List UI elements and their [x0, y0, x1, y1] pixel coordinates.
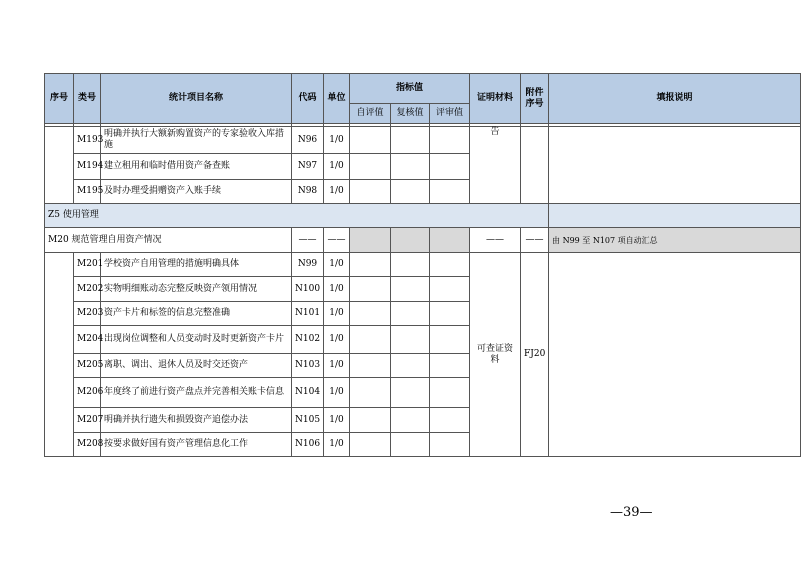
row-name: 明确并执行遗失和损毁资产追偿办法 — [101, 408, 292, 433]
col-type: 类号 — [74, 74, 101, 124]
row-id: M194 — [74, 154, 101, 180]
row-code: N106 — [292, 433, 324, 457]
row-name: 实物明细账动态完整反映资产领用情况 — [101, 277, 292, 302]
row-code: N100 — [292, 277, 324, 302]
table-row — [45, 253, 801, 277]
row-code: N105 — [292, 408, 324, 433]
statistics-table — [44, 73, 801, 457]
m20-row — [45, 228, 801, 253]
m20-label: M20 规范管理自用资产情况 — [45, 228, 292, 253]
row-unit: 1/0 — [324, 127, 350, 154]
row-id: M202 — [74, 277, 101, 302]
row-name: 离职、调出、退休人员及时交还资产 — [101, 354, 292, 378]
col-unit: 单位 — [324, 74, 350, 124]
row-unit: 1/0 — [324, 253, 350, 277]
section-row — [45, 204, 801, 228]
row-name: 学校资产自用管理的措施明确具体 — [101, 253, 292, 277]
row-code: N98 — [292, 180, 324, 204]
row-unit: 1/0 — [324, 326, 350, 354]
col-code: 代码 — [292, 74, 324, 124]
row-name: 建立租用和临时借用资产备查账 — [101, 154, 292, 180]
dash: —— — [470, 228, 521, 253]
row-name: 出现岗位调整和人员变动时及时更新资产卡片 — [101, 326, 292, 354]
row-name: 资产卡片和标签的信息完整准确 — [101, 302, 292, 326]
m20-note: 由 N99 至 N107 项自动汇总 — [549, 228, 801, 253]
row-unit: 1/0 — [324, 354, 350, 378]
row-code: N96 — [292, 127, 324, 154]
row-id: M205 — [74, 354, 101, 378]
table-row — [45, 127, 801, 154]
row-name: 按要求做好国有资产管理信息化工作 — [101, 433, 292, 457]
row-unit: 1/0 — [324, 154, 350, 180]
attach-cell: FJ20 — [521, 253, 549, 457]
row-unit: 1/0 — [324, 180, 350, 204]
section-label: Z5 使用管理 — [45, 204, 549, 228]
col-fill: 填报说明 — [549, 74, 801, 124]
row-code: N104 — [292, 378, 324, 408]
row-name: 年度终了前进行资产盘点并完善相关账卡信息 — [101, 378, 292, 408]
row-unit: 1/0 — [324, 433, 350, 457]
col-attach: 附件序号 — [521, 74, 549, 124]
row-id: M206 — [74, 378, 101, 408]
row-name: 明确并执行大额新购置资产的专家验收入库措施 — [101, 127, 292, 154]
col-proof: 证明材料 — [470, 74, 521, 124]
proof-cell: 可查证资料 — [470, 253, 521, 457]
row-id: M195 — [74, 180, 101, 204]
row-unit: 1/0 — [324, 408, 350, 433]
col-self: 自评值 — [350, 104, 391, 124]
proof-cell: 告 — [470, 127, 521, 204]
row-code: N102 — [292, 326, 324, 354]
row-code: N99 — [292, 253, 324, 277]
col-name: 统计项目名称 — [101, 74, 292, 124]
row-id: M207 — [74, 408, 101, 433]
dash: —— — [521, 228, 549, 253]
row-unit: 1/0 — [324, 378, 350, 408]
dash: —— — [292, 228, 324, 253]
col-seq: 序号 — [45, 74, 74, 124]
row-id: M203 — [74, 302, 101, 326]
row-id: M201 — [74, 253, 101, 277]
row-code: N103 — [292, 354, 324, 378]
page-number: —39— — [610, 505, 653, 520]
col-recheck: 复核值 — [391, 104, 430, 124]
row-name: 及时办理受捐赠资产入账手续 — [101, 180, 292, 204]
col-indicator: 指标值 — [350, 74, 470, 104]
row-code: N101 — [292, 302, 324, 326]
dash: —— — [324, 228, 350, 253]
col-review: 评审值 — [430, 104, 470, 124]
row-id: M208 — [74, 433, 101, 457]
row-unit: 1/0 — [324, 302, 350, 326]
row-id: M193 — [74, 127, 101, 154]
row-id: M204 — [74, 326, 101, 354]
row-unit: 1/0 — [324, 277, 350, 302]
row-code: N97 — [292, 154, 324, 180]
